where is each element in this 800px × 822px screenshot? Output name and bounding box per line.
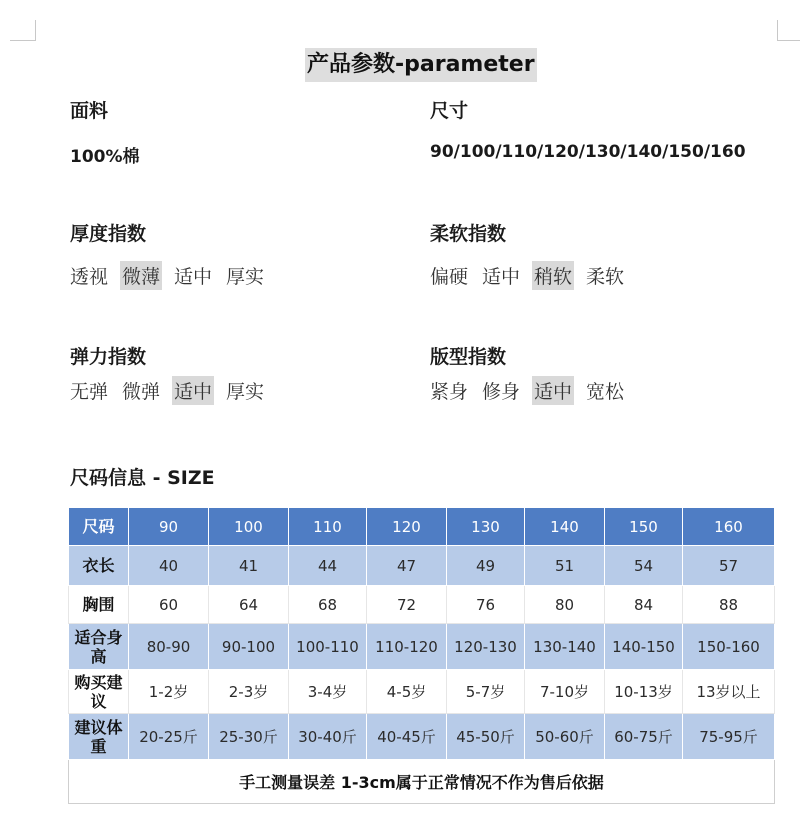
table-row xyxy=(69,546,775,586)
table-cell: 51 xyxy=(525,546,605,586)
table-cell: 88 xyxy=(683,586,775,624)
table-cell: 80 xyxy=(525,586,605,624)
elasticity-option: 适中 xyxy=(172,376,214,405)
fit-option: 紧身 xyxy=(430,381,469,403)
table-row-label: 衣长 xyxy=(69,546,129,586)
fit-option: 适中 xyxy=(532,376,574,405)
size-info-title: 尺码信息 - SIZE xyxy=(70,467,215,489)
table-cell: 140-150 xyxy=(605,624,683,670)
page-corner-mark xyxy=(777,20,800,41)
elasticity-options xyxy=(68,376,266,405)
measurement-note: 手工测量误差 1-3cm属于正常情况不作为售后依据 xyxy=(69,760,775,804)
table-header-cell: 120 xyxy=(367,508,447,546)
size-table xyxy=(68,507,775,804)
page-corner-mark xyxy=(10,20,36,41)
softness-option: 适中 xyxy=(482,266,521,288)
softness-label: 柔软指数 xyxy=(430,223,507,245)
table-cell: 84 xyxy=(605,586,683,624)
thickness-label: 厚度指数 xyxy=(70,223,147,245)
fit-option: 修身 xyxy=(482,381,521,403)
table-cell: 130-140 xyxy=(525,624,605,670)
table-header-cell: 130 xyxy=(447,508,525,546)
elasticity-option: 微弹 xyxy=(122,381,161,403)
table-cell: 30-40斤 xyxy=(289,714,367,760)
table-cell: 49 xyxy=(447,546,525,586)
table-row xyxy=(69,670,775,714)
thickness-options xyxy=(68,261,266,290)
fit-option: 宽松 xyxy=(586,381,625,403)
table-cell: 5-7岁 xyxy=(447,670,525,714)
table-cell: 110-120 xyxy=(367,624,447,670)
thickness-option: 微薄 xyxy=(120,261,162,290)
table-cell: 47 xyxy=(367,546,447,586)
table-cell: 60-75斤 xyxy=(605,714,683,760)
table-cell: 3-4岁 xyxy=(289,670,367,714)
table-cell: 25-30斤 xyxy=(209,714,289,760)
elasticity-label: 弹力指数 xyxy=(70,346,147,368)
size-label: 尺寸 xyxy=(430,100,469,122)
table-row xyxy=(69,586,775,624)
table-note-row xyxy=(69,760,775,804)
table-cell: 44 xyxy=(289,546,367,586)
table-header-cell: 尺码 xyxy=(69,508,129,546)
thickness-option: 适中 xyxy=(174,266,213,288)
table-header-cell: 140 xyxy=(525,508,605,546)
table-cell: 75-95斤 xyxy=(683,714,775,760)
table-cell: 40-45斤 xyxy=(367,714,447,760)
table-row-label: 适合身高 xyxy=(69,624,129,670)
table-cell: 60 xyxy=(129,586,209,624)
table-cell: 10-13岁 xyxy=(605,670,683,714)
table-cell: 41 xyxy=(209,546,289,586)
table-header-cell: 160 xyxy=(683,508,775,546)
softness-option: 偏硬 xyxy=(430,266,469,288)
fabric-label: 面料 xyxy=(70,100,109,122)
table-cell: 90-100 xyxy=(209,624,289,670)
softness-option: 稍软 xyxy=(532,261,574,290)
fabric-value: 100%棉 xyxy=(70,147,140,167)
table-row-label: 建议体重 xyxy=(69,714,129,760)
table-cell: 45-50斤 xyxy=(447,714,525,760)
table-row xyxy=(69,624,775,670)
table-cell: 120-130 xyxy=(447,624,525,670)
table-row xyxy=(69,714,775,760)
table-cell: 57 xyxy=(683,546,775,586)
table-header-cell: 100 xyxy=(209,508,289,546)
table-cell: 7-10岁 xyxy=(525,670,605,714)
table-cell: 54 xyxy=(605,546,683,586)
thickness-option: 厚实 xyxy=(226,266,265,288)
fit-label: 版型指数 xyxy=(430,346,507,368)
size-table-header-row xyxy=(69,508,775,546)
softness-option: 柔软 xyxy=(586,266,625,288)
table-cell: 80-90 xyxy=(129,624,209,670)
table-cell: 150-160 xyxy=(683,624,775,670)
table-cell: 2-3岁 xyxy=(209,670,289,714)
elasticity-option: 无弹 xyxy=(70,381,109,403)
table-cell: 50-60斤 xyxy=(525,714,605,760)
table-header-cell: 110 xyxy=(289,508,367,546)
table-cell: 13岁以上 xyxy=(683,670,775,714)
page-title: 产品参数-parameter xyxy=(305,48,537,82)
size-value: 90/100/110/120/130/140/150/160 xyxy=(430,142,746,162)
table-header-cell: 150 xyxy=(605,508,683,546)
table-cell: 40 xyxy=(129,546,209,586)
table-cell: 68 xyxy=(289,586,367,624)
softness-options xyxy=(428,261,626,290)
table-cell: 20-25斤 xyxy=(129,714,209,760)
table-cell: 100-110 xyxy=(289,624,367,670)
table-header-cell: 90 xyxy=(129,508,209,546)
table-row-label: 购买建议 xyxy=(69,670,129,714)
table-cell: 72 xyxy=(367,586,447,624)
table-cell: 76 xyxy=(447,586,525,624)
table-cell: 1-2岁 xyxy=(129,670,209,714)
table-cell: 64 xyxy=(209,586,289,624)
table-cell: 4-5岁 xyxy=(367,670,447,714)
elasticity-option: 厚实 xyxy=(226,381,265,403)
fit-options xyxy=(428,376,626,405)
thickness-option: 透视 xyxy=(70,266,109,288)
table-row-label: 胸围 xyxy=(69,586,129,624)
